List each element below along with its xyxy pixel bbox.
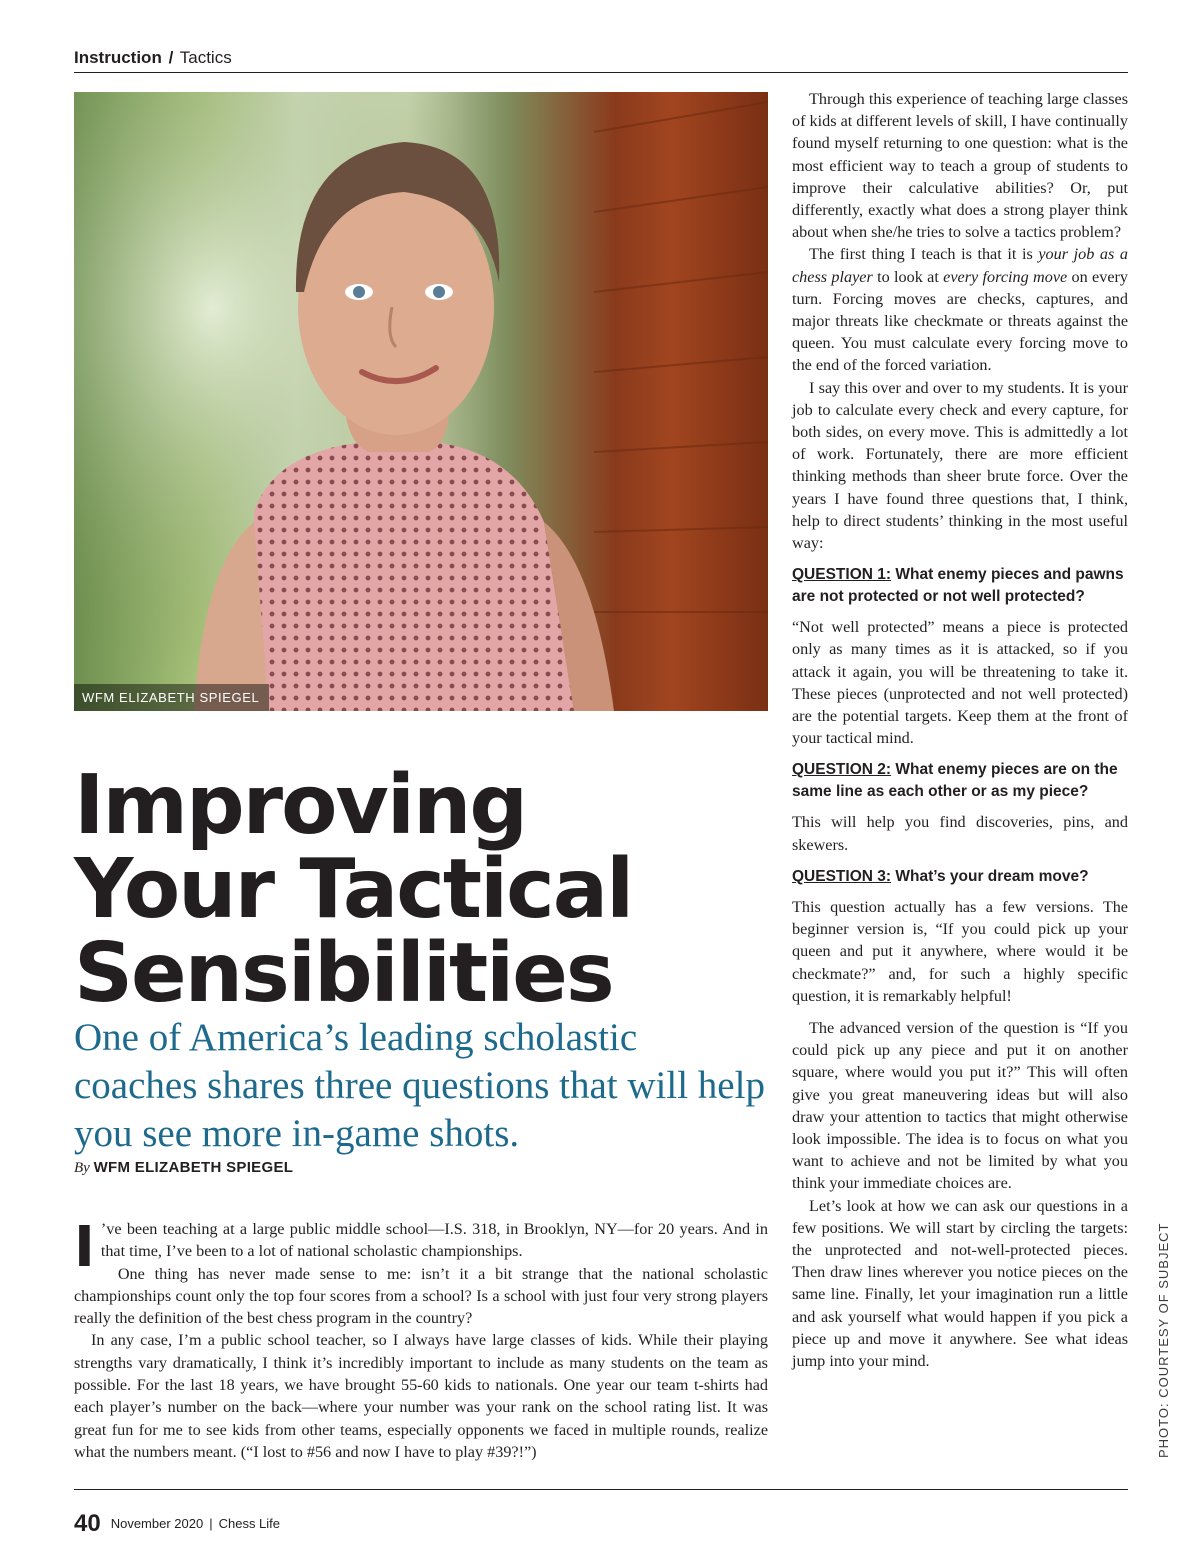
title-line-1: Improving xyxy=(74,758,527,853)
photo-credit: PHOTO: COURTESY OF SUBJECT xyxy=(1156,1222,1171,1458)
body-paragraph xyxy=(74,1215,768,1280)
body-paragraph: “Not well protected” means a piece is protected only as many times as it is attacked, so if you attack it again, you will be threatening to take it. These pieces (unprotected and not well protected) are the potential targets. Keep them at the front of your tactical mind. xyxy=(792,618,1128,748)
magazine-name: Chess Life xyxy=(218,1516,281,1531)
question-2-heading xyxy=(792,759,1128,803)
title-line-3: Sensibilities xyxy=(74,926,613,1021)
question-text: What enemy pieces and pawns are not protected or not well protected? xyxy=(792,566,1124,606)
body-paragraph: This will help you find discoveries, pins, and skewers. xyxy=(792,813,1128,854)
footer-separator: | xyxy=(209,1516,213,1531)
body-paragraph: Let’s look at how we can ask our questions in a few positions. We will start by circling the targets: the unprotected and not-well-protected pieces. Then draw lines wherever you notice pieces on the same line. Finally, let your imagination run a little and ask yourself what would happen if you pick a piece up and move it anywhere. See what ideas jump into your mind. xyxy=(792,1196,1128,1370)
emphasis-text: every forcing move xyxy=(943,267,1068,286)
question-label: QUESTION 3: xyxy=(792,867,892,885)
body-paragraph: In any case, I’m a public school teacher, so I always have large classes of kids. While their playing strengths vary dramatically, I think it’s incredibly important to include as many students on the team as possible. For the last 18 years, we have brought 55-60 kids to nationals. One year our team t-shirts had each player’s number on the back—where your number was your rank on the school rating list. It was great fun for me to see kids from other teams, especially opponents we faced in multiple rounds, realize what the numbers meant. (“I lost to #56 and now I have to play #39?!”) xyxy=(74,1331,768,1461)
header-separator: / xyxy=(168,48,174,67)
byline-author: WFM ELIZABETH SPIEGEL xyxy=(93,1159,294,1176)
header-subsection: Tactics xyxy=(179,48,232,67)
body-right-column xyxy=(792,88,1128,1372)
question-text: What enemy pieces are on the same line as each other or as my piece? xyxy=(792,761,1118,801)
body-left-column xyxy=(74,1215,768,1463)
body-paragraph-text: ’ve been teaching at a large public middle school—I.S. 318, in Brooklyn, NY—for 20 years. And in that time, I’ve been to a lot of national scholastic championships. xyxy=(100,1220,768,1261)
emphasis-text: your job as a chess player xyxy=(792,245,1128,286)
page-header xyxy=(74,47,1128,73)
text-run: to look at xyxy=(872,267,944,286)
byline-prefix: By xyxy=(74,1160,90,1176)
body-paragraph: One thing has never made sense to me: isn’t it a bit strange that the national scholastic championships count only the top four scores from a school? Is a school with just four very strong players really the definition of the best chess program in the country? xyxy=(74,1264,768,1328)
article-subtitle: One of America’s leading scholastic coaches shares three questions that will help you see more in-game shots. xyxy=(74,1016,765,1155)
body-paragraph: I say this over and over to my students. It is your job to calculate every check and every capture, for both sides, on every move. This is admittedly a lot of work. Fortunately, there are more efficient thinking methods than sheer brute force. Over the years I have found three questions that, I think, help to direct students’ thinking in the most useful way: xyxy=(792,378,1128,553)
question-text: What’s your dream move? xyxy=(891,867,1089,885)
photo-caption: WFM ELIZABETH SPIEGEL xyxy=(74,684,269,711)
drop-cap: I xyxy=(74,1215,95,1280)
question-label: QUESTION 2: xyxy=(792,761,892,779)
header-section: Instruction xyxy=(74,48,162,67)
page-footer xyxy=(74,1510,280,1538)
body-paragraph xyxy=(792,243,1128,376)
portrait-illustration xyxy=(74,92,768,711)
title-line-2: Your Tactical xyxy=(74,842,633,937)
question-1-heading xyxy=(792,564,1128,608)
body-paragraph: This question actually has a few versions. The beginner version is, “If you could pick up your queen and put it anywhere, where would it be checkmate?” and, for such a highly specific question, it is remarkably helpful! xyxy=(792,897,1128,1005)
question-label: QUESTION 1: xyxy=(792,566,892,584)
byline xyxy=(74,1159,293,1177)
text-run: on every turn. Forcing moves are checks, captures, and major threats like checkmate or threats against the queen. You must calculate every forcing move to the end of the forced variation. xyxy=(792,267,1129,375)
portrait-photo xyxy=(74,92,768,711)
question-3-heading xyxy=(792,866,1128,888)
page-number: 40 xyxy=(74,1510,101,1537)
issue-date: November 2020 xyxy=(110,1516,204,1531)
footer-rule xyxy=(74,1489,1128,1490)
body-paragraph: The advanced version of the question is “If you could pick up any piece and put it on another square, where would you put it?” This will often give you great maneuvering ideas but will also draw your attention to tactics that might otherwise look impossible. The idea is to focus on what you want to achieve and not be limited by what you think your immediate choices are. xyxy=(792,1018,1128,1193)
article-title xyxy=(74,758,768,1021)
text-run: The first thing I teach is that it is xyxy=(809,245,1039,264)
body-paragraph: Through this experience of teaching large classes of kids at different levels of skill, I have continually found myself returning to one question: what is the most efficient way to teach a group of students to improve their calculative abilities? Or, put differently, exactly what does a strong player think about when she/he tries to solve a tactics problem? xyxy=(792,90,1128,242)
